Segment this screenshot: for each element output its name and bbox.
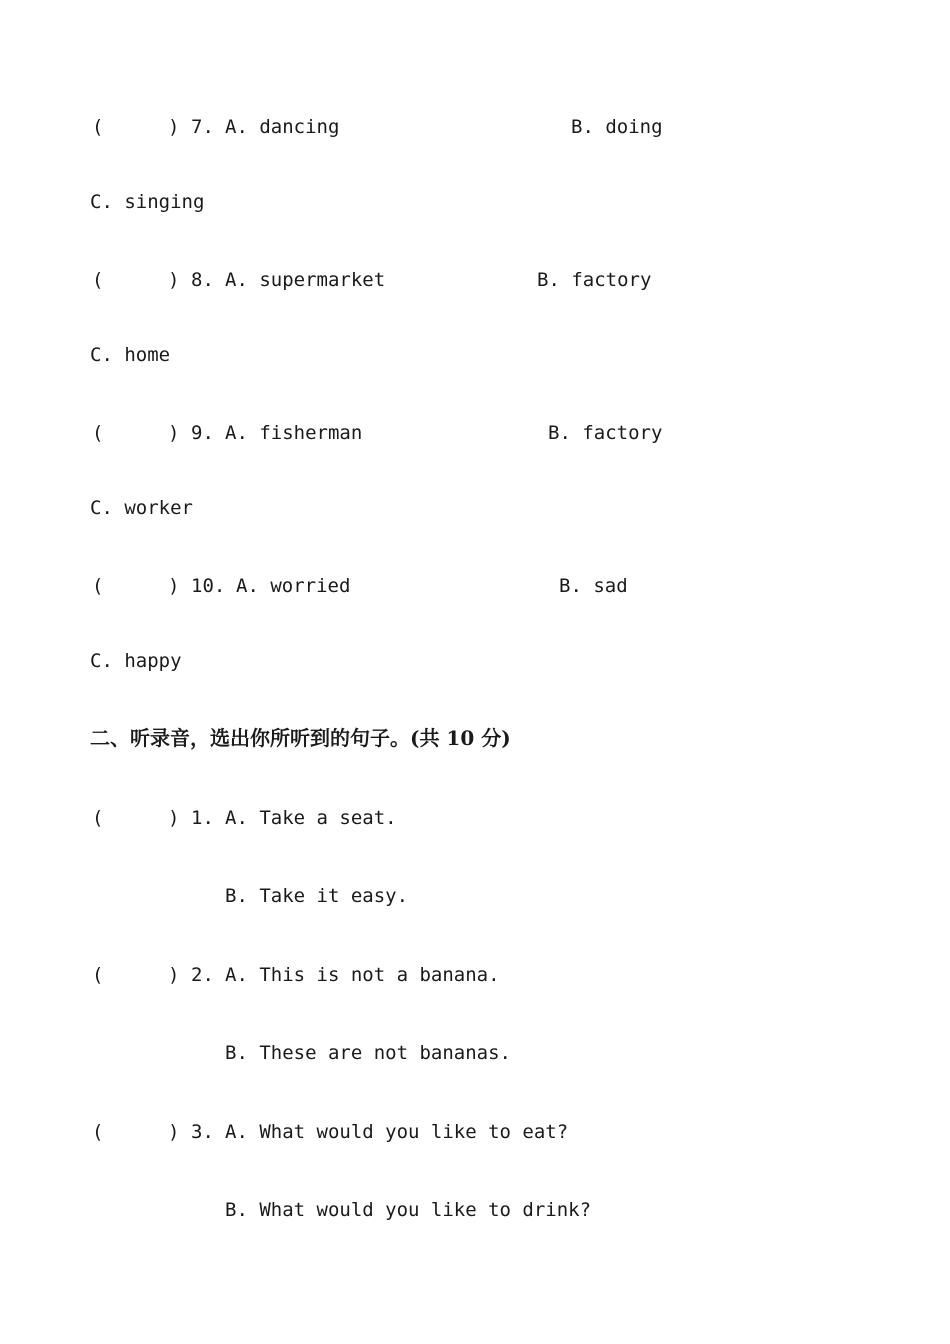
section-2-item-3-paren-close: )	[168, 1121, 180, 1143]
section-2-item-1-option-b: B. Take it easy.	[225, 885, 409, 907]
section-2-item-2-paren-open: (	[92, 964, 104, 986]
section-2-item-3-option-a: A. What would you like to eat?	[225, 1121, 569, 1143]
section-2-item-2-paren-close: )	[168, 964, 180, 986]
question-8-option-c: C. home	[90, 344, 171, 366]
section-2-item-1-option-a: A. Take a seat.	[225, 807, 397, 829]
question-8-option-b: B. factory	[537, 269, 652, 291]
question-10-paren-close: )	[168, 575, 180, 597]
question-7-number: 7.	[191, 116, 214, 138]
question-10-option-b: B. sad	[559, 575, 628, 597]
question-8-option-a: A. supermarket	[225, 269, 386, 291]
section-2-item-1-number: 1.	[191, 807, 214, 829]
section-2-item-2-number: 2.	[191, 964, 214, 986]
question-10-option-c: C. happy	[90, 650, 182, 672]
question-7-option-b: B. doing	[571, 116, 663, 138]
section-2-item-3-option-b: B. What would you like to drink?	[225, 1199, 592, 1221]
question-9-number: 9.	[191, 422, 214, 444]
question-9-option-b: B. factory	[548, 422, 663, 444]
question-8-number: 8.	[191, 269, 214, 291]
question-9-paren-close: )	[168, 422, 180, 444]
question-9-paren-open: (	[92, 422, 104, 444]
section-2-item-3-paren-open: (	[92, 1121, 104, 1143]
question-7-option-a: A. dancing	[225, 116, 340, 138]
question-10-option-a: A. worried	[236, 575, 351, 597]
question-10-paren-open: (	[92, 575, 104, 597]
question-10-number: 10.	[191, 575, 226, 597]
section-2-item-2-option-b: B. These are not bananas.	[225, 1042, 511, 1064]
question-9-option-c: C. worker	[90, 497, 193, 519]
section-2-item-1-paren-close: )	[168, 807, 180, 829]
question-7-paren-open: (	[92, 116, 104, 138]
section-2-item-2-option-a: A. This is not a banana.	[225, 964, 500, 986]
section-2-item-1-paren-open: (	[92, 807, 104, 829]
question-8-paren-open: (	[92, 269, 104, 291]
question-8-paren-close: )	[168, 269, 180, 291]
question-9-option-a: A. fisherman	[225, 422, 363, 444]
question-7-option-c: C. singing	[90, 191, 205, 213]
question-7-paren-close: )	[168, 116, 180, 138]
section-2-item-3-number: 3.	[191, 1121, 214, 1143]
section-2-heading: 二、听录音，选出你所听到的句子。(共 10 分)	[90, 726, 511, 750]
